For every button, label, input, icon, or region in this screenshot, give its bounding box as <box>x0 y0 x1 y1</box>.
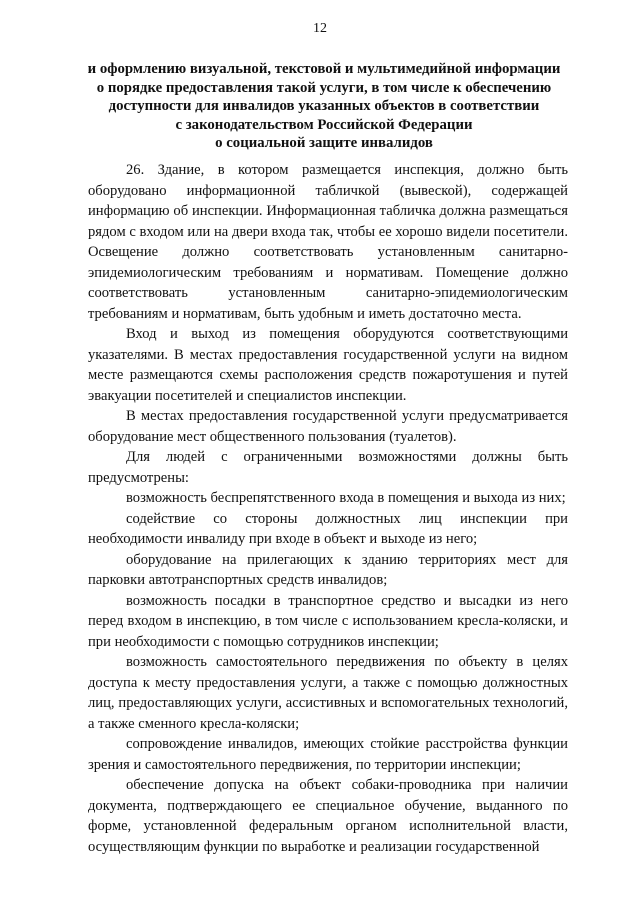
heading-line: о порядке предоставления такой услуги, в том числе к обеспечению <box>96 79 552 96</box>
paragraph: В местах предоставления государственной услуги предусматривается оборудование мест общественного пользования (туалетов). <box>88 408 568 445</box>
list-item: содействие со стороны должностных лиц инспекции при необходимости инвалиду при входе в объект и выходе из него; <box>88 510 568 547</box>
list-item: обеспечение допуска на объект собаки-проводника при наличии документа, подтверждающего ее специальное обучение, выданного по форме, установленной федеральным органом исполнительной власти, осуществляющим функции по выработке и реализации государственной <box>88 777 568 855</box>
heading-line: и оформлению визуальной, текстовой и мультимедийной информации <box>87 61 561 77</box>
list-item: сопровождение инвалидов, имеющих стойкие расстройства функции зрения и самостоятельного передвижения, по территории инспекции; <box>88 736 568 773</box>
paragraph: 26. Здание, в котором размещается инспекция, должно быть оборудовано информационной табличкой (вывеской), содержащей информацию об инспекции. Информационная табличка должна размещаться рядом с входом или на двери входа так, чтобы ее хорошо видели посетители. Освещение должно соответствовать установленным санитарно-эпидемиологическим требованиям и нормативам. Помещение должно соответствовать установленным санитарно-эпидемиологическим требованиям и нормативам, быть удобным и иметь достаточно места. <box>88 162 568 322</box>
page-number: 12 <box>313 21 327 36</box>
heading-line: доступности для инвалидов указанных объектов в соответствии <box>108 98 540 114</box>
list-item: возможность самостоятельного передвижения по объекту в целях доступа к месту предоставления услуги, а также с помощью должностных лиц, предоставляющих услуги, ассистивных и вспомогательных технологий, а также сменного кресла-коляски; <box>88 654 568 732</box>
heading-line: о социальной защите инвалидов <box>215 135 433 151</box>
list-item: возможность беспрепятственного входа в помещения и выхода из них; <box>126 490 566 506</box>
heading-line: с законодательством Российской Федерации <box>175 116 473 133</box>
paragraph: Вход и выход из помещения оборудуются соответствующими указателями. В местах предоставления государственной услуги на видном месте размещаются схемы расположения средств пожаротушения и путей эвакуации посетителей и специалистов инспекции. <box>88 326 568 404</box>
paragraph: Для людей с ограниченными возможностями должны быть предусмотрены: <box>88 449 568 486</box>
section-heading <box>80 60 568 153</box>
document-body <box>88 160 568 857</box>
list-item: возможность посадки в транспортное средство и высадки из него перед входом в инспекцию, в том числе с использованием кресла-коляски, и при необходимости с помощью сотрудников инспекции; <box>88 592 568 650</box>
list-item: оборудование на прилегающих к зданию территориях мест для парковки автотранспортных средств инвалидов; <box>88 551 568 588</box>
